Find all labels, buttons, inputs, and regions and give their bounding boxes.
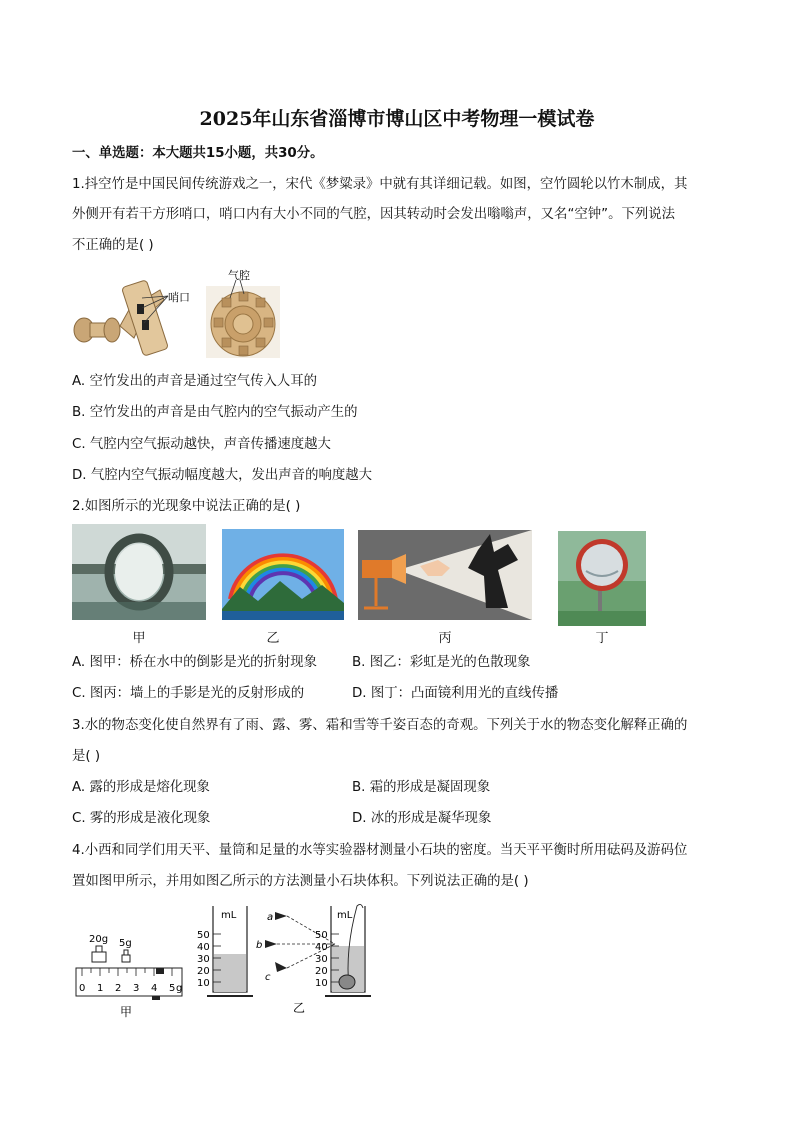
- q4-cyl1-tick-10: 10: [197, 978, 210, 989]
- q4-ruler-tick-4: 4: [151, 983, 158, 994]
- q4-cyl2-tick-40: 40: [315, 942, 328, 953]
- q1-label-cavity: 气腔: [228, 269, 250, 282]
- page-title: 2025年山东省淄博市博山区中考物理一模试卷: [199, 108, 595, 130]
- q1-stem-line2: 外侧开有若干方形哨口，哨口内有大小不同的气腔，因其转动时会发出嗡嗡声，又名“空钟”。下列说法: [72, 207, 676, 222]
- q2-option-c[interactable]: C. 图丙：墙上的手影是光的反射形成的: [72, 686, 305, 701]
- q3-option-d[interactable]: D. 冰的形成是凝华现象: [352, 811, 492, 826]
- q4-cyl2-tick-50: 50: [315, 930, 328, 941]
- q1-kongzhu-figure: [72, 268, 292, 360]
- q4-ruler-tick-1: 1: [97, 983, 104, 994]
- q4-weight-20g-label: 20g: [89, 934, 109, 945]
- q1-option-c[interactable]: C. 气腔内空气振动越快，声音传播速度越大: [72, 437, 331, 452]
- q4-cyl2-tick-20: 20: [315, 966, 328, 977]
- q3-option-b[interactable]: B. 霜的形成是凝固现象: [352, 780, 491, 795]
- q4-ruler-tick-3: 3: [133, 983, 140, 994]
- q2-option-d[interactable]: D. 图丁：凸面镜利用光的直线传播: [352, 686, 559, 701]
- q4-balance-figure: [72, 928, 188, 1020]
- q4-cylinder-figure: [195, 900, 375, 1020]
- q4-cyl1-tick-40: 40: [197, 942, 210, 953]
- q2-rainbow-photo: [222, 529, 344, 620]
- q2-convex-mirror-photo: [558, 531, 646, 626]
- q4-eye-label-c: c: [265, 972, 271, 983]
- q4-cyl2-tick-10: 10: [315, 978, 328, 989]
- q1-stem-line3: 不正确的是( ): [72, 238, 154, 253]
- q4-cylinder2-unit: mL: [337, 910, 353, 921]
- q4-cyl1-tick-30: 30: [197, 954, 210, 965]
- q2-caption-yi: 乙: [266, 631, 280, 646]
- q4-caption-jia: 甲: [120, 1005, 133, 1019]
- q4-cyl1-tick-20: 20: [197, 966, 210, 977]
- q4-ruler-tick-2: 2: [115, 983, 122, 994]
- q1-stem-line1: 1.抖空竹是中国民间传统游戏之一，宋代《梦粱录》中就有其详细记载。如图，空竹圆轮以竹木制成，其: [72, 177, 688, 192]
- q4-rider-marker: [156, 968, 164, 974]
- q1-label-whistle: 哨口: [168, 291, 190, 304]
- q3-stem-line2: 是( ): [72, 749, 101, 764]
- q2-bridge-photo: [72, 524, 206, 620]
- q4-ruler-unit: g: [176, 983, 183, 994]
- q4-cyl2-tick-30: 30: [315, 954, 328, 965]
- q4-stem-line2: 置如图甲所示，并用如图乙所示的方法测量小石块体积。下列说法正确的是( ): [72, 874, 529, 889]
- q4-cylinder1-unit: mL: [221, 910, 237, 921]
- q2-option-a[interactable]: A. 图甲：桥在水中的倒影是光的折射现象: [72, 655, 318, 670]
- q2-caption-jia: 甲: [132, 631, 146, 646]
- q2-option-b[interactable]: B. 图乙：彩虹是光的色散现象: [352, 655, 531, 670]
- q4-stem-line1: 4.小西和同学们用天平、量筒和足量的水等实验器材测量小石块的密度。当天平平衡时所用砝码及游码位: [72, 843, 688, 858]
- q4-caption-yi: 乙: [293, 1001, 306, 1015]
- q4-eye-label-b: b: [256, 940, 263, 951]
- q1-option-d[interactable]: D. 气腔内空气振动幅度越大，发出声音的响度越大: [72, 468, 373, 483]
- q4-cyl1-tick-50: 50: [197, 930, 210, 941]
- q3-option-a[interactable]: A. 露的形成是熔化现象: [72, 780, 210, 795]
- q3-option-c[interactable]: C. 雾的形成是液化现象: [72, 811, 211, 826]
- q2-stem: 2.如图所示的光现象中说法正确的是( ): [72, 499, 301, 514]
- q2-hand-shadow-photo: [358, 530, 532, 620]
- q3-stem-line1: 3.水的物态变化使自然界有了雨、露、雾、霜和雪等千姿百态的奇观。下列关于水的物态变化解释正确的: [72, 718, 688, 733]
- q4-ruler-tick-5: 5: [169, 983, 176, 994]
- q2-caption-bing: 丙: [438, 631, 452, 646]
- q1-option-a[interactable]: A. 空竹发出的声音是通过空气传入人耳的: [72, 374, 318, 389]
- q4-weight-5g-label: 5g: [119, 938, 132, 949]
- q1-option-b[interactable]: B. 空竹发出的声音是由气腔内的空气振动产生的: [72, 405, 358, 420]
- q4-eye-label-a: a: [267, 912, 274, 923]
- section-heading: 一、单选题：本大题共15小题，共30分。: [72, 146, 324, 161]
- q4-ruler-tick-0: 0: [79, 983, 86, 994]
- q2-caption-ding: 丁: [595, 631, 609, 646]
